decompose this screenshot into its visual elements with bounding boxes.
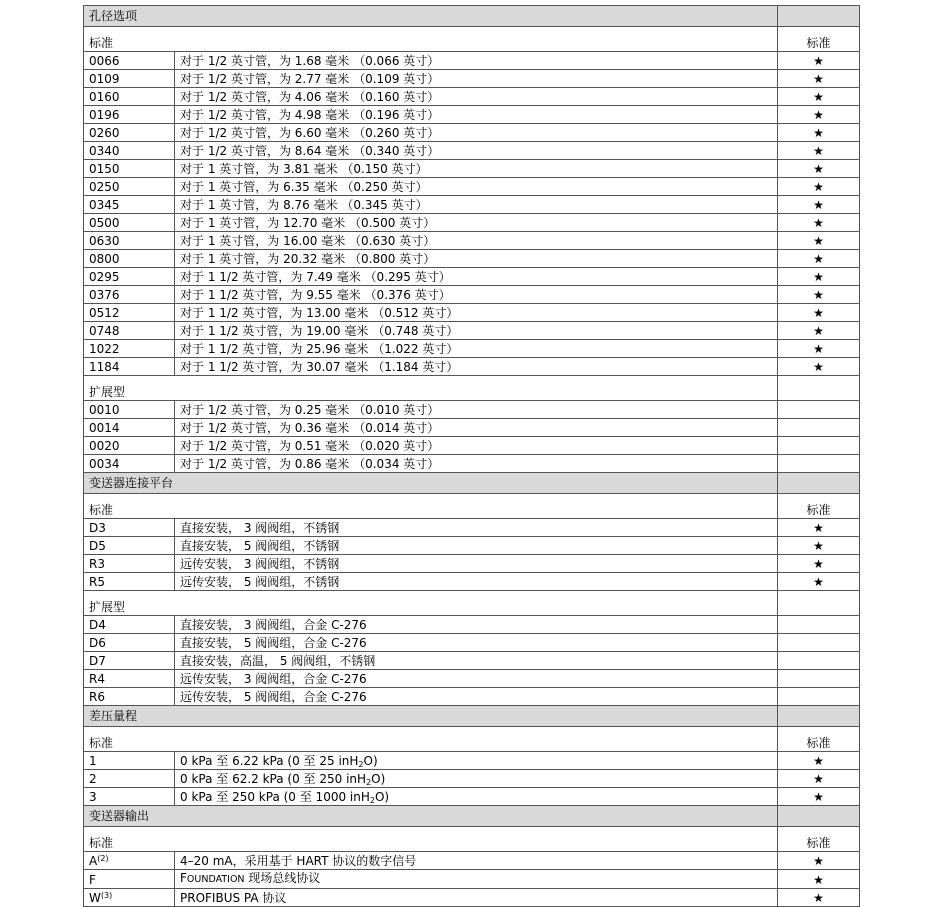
option-code [84, 752, 175, 770]
option-description-text: PROFIBUS PA 协议 [180, 891, 287, 905]
option-description-text: 对于 1 1/2 英寸管，为 25.96 毫米 （1.022 英寸） [180, 342, 459, 356]
footnote-ref: (2) [97, 854, 109, 863]
option-code-text: R5 [89, 575, 105, 589]
table-row [84, 340, 860, 358]
option-code [84, 214, 175, 232]
standard-star-icon: ★ [778, 304, 860, 322]
standard-star-icon: ★ [778, 537, 860, 555]
option-code-text: 0196 [89, 108, 120, 122]
standard-star-icon: ★ [778, 106, 860, 124]
table-row [84, 889, 860, 907]
option-code-text: D6 [89, 636, 106, 650]
option-code-text: 0800 [89, 252, 120, 266]
option-code-text: 0512 [89, 306, 120, 320]
table-row [84, 870, 860, 889]
table-row [84, 770, 860, 788]
table-row [84, 519, 860, 537]
option-code [84, 160, 175, 178]
table-row [84, 752, 860, 770]
option-code [84, 340, 175, 358]
section-header [84, 806, 860, 827]
option-description [175, 124, 778, 142]
table-row [84, 852, 860, 870]
table-row [84, 214, 860, 232]
option-code-text: 0010 [89, 403, 120, 417]
small-caps-rest: OUNDATION [186, 874, 245, 885]
table-row [84, 419, 860, 437]
option-code [84, 124, 175, 142]
group-header [84, 494, 860, 519]
option-code [84, 616, 175, 634]
option-description [175, 652, 778, 670]
option-description-text: 直接安装， 5 阀阀组，合金 C-276 [180, 636, 367, 650]
option-description [175, 634, 778, 652]
option-code [84, 870, 175, 889]
option-description-text: 对于 1/2 英寸管，为 0.86 毫米 （0.034 英寸） [180, 457, 440, 471]
option-description-text: 对于 1/2 英寸管，为 1.68 毫米 （0.066 英寸） [180, 54, 440, 68]
option-code [84, 178, 175, 196]
table-row [84, 160, 860, 178]
option-code [84, 770, 175, 788]
option-code [84, 358, 175, 376]
group-standard-label: 标准 [778, 727, 860, 752]
option-description-text: 对于 1 1/2 英寸管，为 13.00 毫米 （0.512 英寸） [180, 306, 459, 320]
subscript: 2 [358, 760, 364, 769]
group-label: 标准 [84, 494, 778, 519]
table-row [84, 124, 860, 142]
option-code-text: D4 [89, 618, 106, 632]
option-code [84, 437, 175, 455]
option-description [175, 752, 778, 770]
group-label: 标准 [84, 27, 778, 52]
option-code [84, 419, 175, 437]
option-code [84, 788, 175, 806]
option-code-text: 0260 [89, 126, 120, 140]
section-header [84, 706, 860, 727]
option-description-text: 对于 1 1/2 英寸管，为 19.00 毫米 （0.748 英寸） [180, 324, 459, 338]
option-description [175, 519, 778, 537]
option-description-text: 对于 1/2 英寸管，为 8.64 毫米 （0.340 英寸） [180, 144, 440, 158]
group-standard-label: 标准 [778, 494, 860, 519]
group-standard-label [778, 376, 860, 401]
option-description-text: 对于 1 1/2 英寸管，为 30.07 毫米 （1.184 英寸） [180, 360, 459, 374]
section-title: 孔径选项 [84, 6, 778, 27]
group-label: 标准 [84, 727, 778, 752]
standard-star-icon [778, 437, 860, 455]
section-header [84, 6, 860, 27]
option-description-text: 对于 1/2 英寸管，为 0.25 毫米 （0.010 英寸） [180, 403, 440, 417]
table-row [84, 555, 860, 573]
option-description-text: 4–20 mA，采用基于 HART 协议的数字信号 [180, 854, 417, 868]
table-row [84, 688, 860, 706]
option-description [175, 852, 778, 870]
standard-star-icon: ★ [778, 196, 860, 214]
table-row [84, 788, 860, 806]
group-standard-label: 标准 [778, 27, 860, 52]
option-description [175, 160, 778, 178]
table-row [84, 70, 860, 88]
option-description-text: 对于 1 1/2 英寸管，为 9.55 毫米 （0.376 英寸） [180, 288, 451, 302]
subscript: 2 [366, 778, 372, 787]
group-header [84, 376, 860, 401]
section-header-blank [778, 706, 860, 727]
table-row [84, 268, 860, 286]
option-description [175, 889, 778, 907]
subscript: 2 [369, 796, 375, 805]
option-description [175, 214, 778, 232]
option-description [175, 688, 778, 706]
option-description-text: 远传安装， 3 阀阀组，不锈钢 [180, 557, 340, 571]
option-description-text: 对于 1 英寸管，为 6.35 毫米 （0.250 英寸） [180, 180, 428, 194]
option-code [84, 232, 175, 250]
standard-star-icon [778, 455, 860, 473]
standard-star-icon [778, 652, 860, 670]
option-description-text: O) [363, 754, 378, 768]
option-code [84, 652, 175, 670]
standard-star-icon [778, 616, 860, 634]
option-description [175, 196, 778, 214]
standard-star-icon [778, 634, 860, 652]
option-code-text: F [89, 873, 96, 887]
table-row [84, 573, 860, 591]
option-code-text: R3 [89, 557, 105, 571]
option-description-text: O) [371, 772, 386, 786]
standard-star-icon: ★ [778, 70, 860, 88]
option-code-text: 0630 [89, 234, 120, 248]
option-code-text: 0250 [89, 180, 120, 194]
standard-star-icon: ★ [778, 752, 860, 770]
group-label: 扩展型 [84, 591, 778, 616]
option-code [84, 555, 175, 573]
standard-star-icon: ★ [778, 870, 860, 889]
group-label: 扩展型 [84, 376, 778, 401]
option-code-text: 0150 [89, 162, 120, 176]
option-code-text: 1184 [89, 360, 120, 374]
standard-star-icon: ★ [778, 52, 860, 70]
standard-star-icon: ★ [778, 519, 860, 537]
option-code-text: 0500 [89, 216, 120, 230]
option-description [175, 616, 778, 634]
option-code [84, 250, 175, 268]
option-description [175, 770, 778, 788]
option-code [84, 88, 175, 106]
table-row [84, 358, 860, 376]
option-code-text: D7 [89, 654, 106, 668]
option-description [175, 358, 778, 376]
option-code-text: 0748 [89, 324, 120, 338]
standard-star-icon [778, 670, 860, 688]
option-description [175, 250, 778, 268]
option-code-text: 1022 [89, 342, 120, 356]
option-description-text: 对于 1 英寸管，为 3.81 毫米 （0.150 英寸） [180, 162, 428, 176]
option-description [175, 401, 778, 419]
table-row [84, 178, 860, 196]
option-code [84, 322, 175, 340]
option-description-text: 对于 1 英寸管，为 8.76 毫米 （0.345 英寸） [180, 198, 428, 212]
option-code-text: 0020 [89, 439, 120, 453]
table-row [84, 634, 860, 652]
option-description [175, 106, 778, 124]
standard-star-icon: ★ [778, 268, 860, 286]
option-code [84, 889, 175, 907]
option-description [175, 286, 778, 304]
table-row [84, 304, 860, 322]
option-description [175, 870, 778, 889]
section-header-blank [778, 806, 860, 827]
option-code-text: R4 [89, 672, 105, 686]
option-description-text: 对于 1/2 英寸管，为 6.60 毫米 （0.260 英寸） [180, 126, 440, 140]
option-code [84, 304, 175, 322]
group-standard-label: 标准 [778, 827, 860, 852]
option-description-text: 对于 1 英寸管，为 20.32 毫米 （0.800 英寸） [180, 252, 436, 266]
standard-star-icon: ★ [778, 358, 860, 376]
option-description [175, 670, 778, 688]
option-code [84, 634, 175, 652]
option-description [175, 419, 778, 437]
table-row [84, 652, 860, 670]
option-code [84, 196, 175, 214]
option-code-text: 0295 [89, 270, 120, 284]
option-description-text: 0 kPa 至 62.2 kPa (0 至 250 inH [180, 772, 367, 786]
table-row [84, 670, 860, 688]
option-description-text: 对于 1/2 英寸管，为 4.06 毫米 （0.160 英寸） [180, 90, 440, 104]
option-code-text: 0160 [89, 90, 120, 104]
group-label: 标准 [84, 827, 778, 852]
section-title: 变送器输出 [84, 806, 778, 827]
option-code [84, 142, 175, 160]
option-code-text: 0345 [89, 198, 120, 212]
table-row [84, 286, 860, 304]
standard-star-icon [778, 401, 860, 419]
option-code-text: 0376 [89, 288, 120, 302]
option-code-text: A [89, 854, 98, 868]
option-code-text: R6 [89, 690, 105, 704]
option-code [84, 573, 175, 591]
option-code-text: 1 [89, 754, 97, 768]
option-description-text: 0 kPa 至 250 kPa (0 至 1000 inH [180, 790, 370, 804]
group-header [84, 591, 860, 616]
standard-star-icon: ★ [778, 178, 860, 196]
table-row [84, 106, 860, 124]
small-caps-initial: F [180, 871, 187, 885]
option-description [175, 555, 778, 573]
option-description-text: 对于 1/2 英寸管，为 4.98 毫米 （0.196 英寸） [180, 108, 440, 122]
option-code-text: D5 [89, 539, 106, 553]
option-description-text: 直接安装，高温， 5 阀阀组，不锈钢 [180, 654, 376, 668]
standard-star-icon [778, 419, 860, 437]
standard-star-icon: ★ [778, 142, 860, 160]
standard-star-icon: ★ [778, 852, 860, 870]
section-header [84, 473, 860, 494]
section-title: 变送器连接平台 [84, 473, 778, 494]
standard-star-icon: ★ [778, 160, 860, 178]
option-description-text: 远传安装， 5 阀阀组，不锈钢 [180, 575, 340, 589]
option-description-text: O) [374, 790, 390, 804]
option-code [84, 537, 175, 555]
group-standard-label [778, 591, 860, 616]
table-row [84, 437, 860, 455]
section-title: 差压量程 [84, 706, 778, 727]
table-row [84, 401, 860, 419]
standard-star-icon: ★ [778, 232, 860, 250]
option-code [84, 519, 175, 537]
option-description [175, 70, 778, 88]
standard-star-icon: ★ [778, 555, 860, 573]
option-code-text: 0109 [89, 72, 120, 86]
option-code [84, 401, 175, 419]
option-description-text: 直接安装， 3 阀阀组，不锈钢 [180, 521, 340, 535]
option-code-text: W [89, 891, 101, 905]
standard-star-icon: ★ [778, 286, 860, 304]
option-code [84, 688, 175, 706]
standard-star-icon [778, 688, 860, 706]
standard-star-icon: ★ [778, 214, 860, 232]
option-code [84, 455, 175, 473]
option-code [84, 268, 175, 286]
standard-star-icon: ★ [778, 889, 860, 907]
option-description [175, 455, 778, 473]
option-code [84, 70, 175, 88]
option-description-text: 对于 1 英寸管，为 12.70 毫米 （0.500 英寸） [180, 216, 436, 230]
standard-star-icon: ★ [778, 250, 860, 268]
option-description [175, 788, 778, 806]
table-row [84, 232, 860, 250]
standard-star-icon: ★ [778, 88, 860, 106]
option-description-text: 现场总线协议 [244, 871, 321, 885]
table-row [84, 52, 860, 70]
option-description-text: 远传安装， 3 阀阀组，合金 C-276 [180, 672, 367, 686]
option-description [175, 52, 778, 70]
group-header [84, 827, 860, 852]
option-description-text: 直接安装， 5 阀阀组，不锈钢 [180, 539, 340, 553]
option-code-text: 0340 [89, 144, 120, 158]
option-description [175, 537, 778, 555]
option-description-text: 对于 1/2 英寸管，为 0.51 毫米 （0.020 英寸） [180, 439, 440, 453]
table-row [84, 88, 860, 106]
table-row [84, 250, 860, 268]
option-code [84, 286, 175, 304]
group-header [84, 27, 860, 52]
section-header-blank [778, 6, 860, 27]
table-row [84, 142, 860, 160]
option-description-text: 远传安装， 5 阀阀组，合金 C-276 [180, 690, 367, 704]
standard-star-icon: ★ [778, 124, 860, 142]
option-code [84, 52, 175, 70]
group-header [84, 727, 860, 752]
table-row [84, 616, 860, 634]
options-table-body [84, 6, 860, 907]
option-code-text: 0066 [89, 54, 120, 68]
option-description-text: 对于 1 1/2 英寸管，为 7.49 毫米 （0.295 英寸） [180, 270, 451, 284]
option-description [175, 322, 778, 340]
standard-star-icon: ★ [778, 573, 860, 591]
option-code-text: 2 [89, 772, 97, 786]
option-description [175, 232, 778, 250]
option-description-text: 0 kPa 至 6.22 kPa (0 至 25 inH [180, 754, 359, 768]
option-description [175, 437, 778, 455]
option-description [175, 268, 778, 286]
option-code-text: 0014 [89, 421, 120, 435]
option-description-text: 直接安装， 3 阀阀组，合金 C-276 [180, 618, 367, 632]
standard-star-icon: ★ [778, 770, 860, 788]
option-description-text: 对于 1/2 英寸管，为 2.77 毫米 （0.109 英寸） [180, 72, 440, 86]
option-description [175, 178, 778, 196]
option-code [84, 106, 175, 124]
standard-star-icon: ★ [778, 340, 860, 358]
option-code [84, 852, 175, 870]
option-description [175, 88, 778, 106]
table-row [84, 196, 860, 214]
table-row [84, 322, 860, 340]
option-description-text: 对于 1 英寸管，为 16.00 毫米 （0.630 英寸） [180, 234, 436, 248]
option-description [175, 340, 778, 358]
footnote-ref: (3) [100, 891, 113, 900]
standard-star-icon: ★ [778, 322, 860, 340]
options-table [83, 5, 860, 907]
option-description [175, 142, 778, 160]
table-row [84, 537, 860, 555]
option-description-text: 对于 1/2 英寸管，为 0.36 毫米 （0.014 英寸） [180, 421, 440, 435]
option-code-text: 3 [89, 790, 97, 804]
option-description [175, 573, 778, 591]
standard-star-icon: ★ [778, 788, 860, 806]
option-code [84, 670, 175, 688]
section-header-blank [778, 473, 860, 494]
table-row [84, 455, 860, 473]
option-code-text: 0034 [89, 457, 120, 471]
option-code-text: D3 [89, 521, 106, 535]
option-description [175, 304, 778, 322]
